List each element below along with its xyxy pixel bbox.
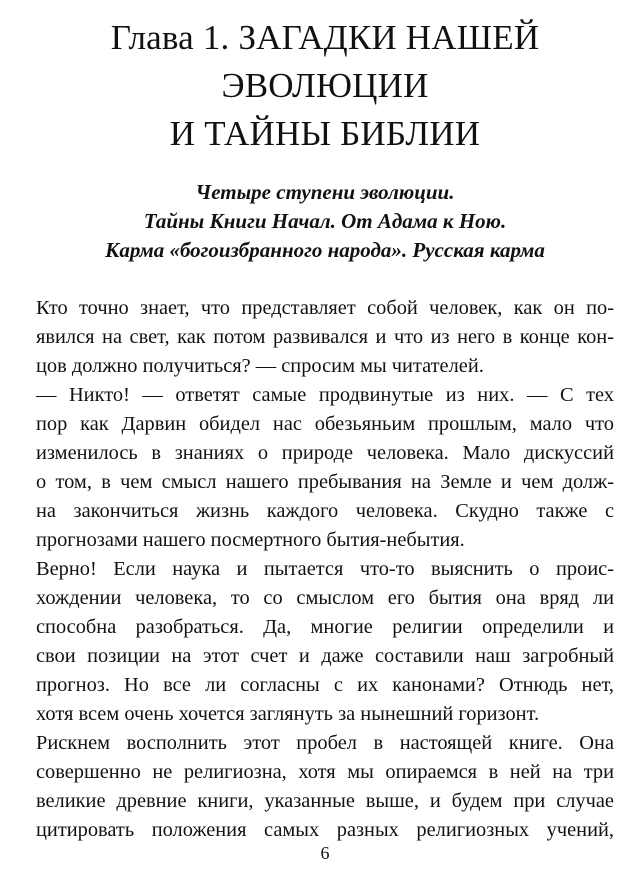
text-line: Кто точно знает, что представляет собой человек, как он по- <box>36 297 614 319</box>
text-line: великие древние книги, указанные выше, и будем при случае <box>36 790 614 812</box>
page-number: 6 <box>320 843 330 863</box>
text-line: способна разобраться. Да, многие религии определили и <box>36 616 614 638</box>
text-line: хождении человека, то со смыслом его бытия она вряд ли <box>36 587 614 609</box>
subtitle-line: Карма «богоизбранного народа». Русская карма <box>105 238 545 262</box>
text-line: прогноз. Но все ли согласны с их канонами? Отнюдь нет, <box>36 674 614 696</box>
body-text <box>36 294 614 845</box>
text-line: пор как Дарвин обидел нас обезьяньим прошлым, мало что <box>36 413 614 435</box>
chapter-title-line: Глава 1. ЗАГАДКИ НАШЕЙ <box>110 18 540 57</box>
text-line: Рискнем восполнить этот пробел в настоящей книге. Она <box>36 732 614 754</box>
text-line: цитировать положения самых разных религиозных учений, <box>36 819 614 841</box>
chapter-title-line: И ТАЙНЫ БИБЛИИ <box>169 114 481 153</box>
text-line: хотя всем очень хочется заглянуть за нынешний горизонт. <box>36 703 540 725</box>
text-line: о том, в чем смысл нашего пребывания на Земле и чем долж- <box>36 471 614 493</box>
paragraph <box>36 381 614 555</box>
text-line: цов должно получиться? — спросим мы читателей. <box>36 355 484 377</box>
paragraph <box>36 729 614 845</box>
chapter-title-line: ЭВОЛЮЦИИ <box>221 66 429 105</box>
text-line: явился на свет, как потом развивался и что из него в конце кон- <box>36 326 614 348</box>
subtitle-line: Четыре ступени эволюции. <box>195 180 455 204</box>
chapter-subtitle <box>36 178 614 265</box>
text-line: Верно! Если наука и пытается что-то выяснить о проис- <box>36 558 614 580</box>
text-line: свои позиции на этот счет и даже составили наш загробный <box>36 645 614 667</box>
text-line: изменилось в знаниях о природе человека. Мало дискуссий <box>36 442 614 464</box>
text-line: на закончиться жизнь каждого человека. Скудно также с <box>36 500 614 522</box>
text-line: — Никто! — ответят самые продвинутые из них. — С тех <box>36 384 614 406</box>
paragraph <box>36 555 614 729</box>
paragraph <box>36 294 614 381</box>
chapter-title <box>36 14 614 158</box>
text-line: совершенно не религиозна, хотя мы опираемся в ней на три <box>36 761 614 783</box>
book-page <box>36 14 614 862</box>
subtitle-line: Тайны Книги Начал. От Адама к Ною. <box>143 209 507 233</box>
text-line: прогнозами нашего посмертного бытия-небытия. <box>36 529 465 551</box>
